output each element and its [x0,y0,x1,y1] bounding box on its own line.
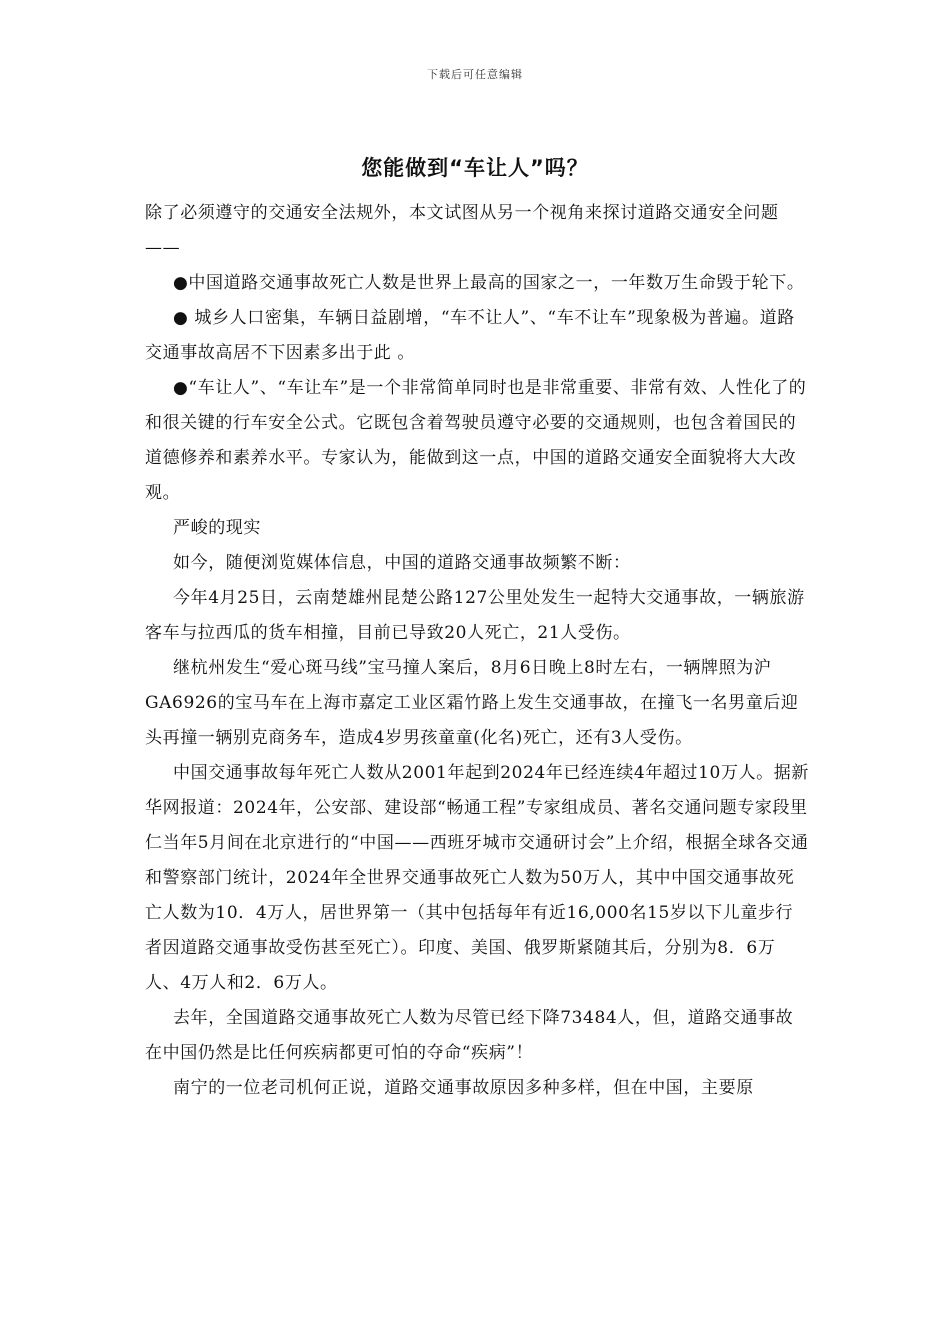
body-paragraph: 继杭州发生“爱心斑马线”宝马撞人案后，8月6日晚上8时左右，一辆牌照为沪GA6926的宝马车在上海市嘉定工业区霜竹路上发生交通事故，在撞飞一名男童后迎头再撞一辆别克商务车，造成4岁男孩童童(化名)死亡，还有3人受伤。 [145,658,799,748]
header-note: 下载后可任意编辑 [427,68,523,81]
article-body [145,196,810,1106]
body-paragraph: 中国交通事故每年死亡人数从2001年起到2024年已经连续4年超过10万人。据新华网报道：2024年，公安部、建设部“畅通工程”专家组成员、著名交通问题专家段里仁当年5月间在北京进行的“中国——西班牙城市交通研讨会”上介绍，根据全球各交通和警察部门统计，2024年全世界交通事故死亡人数为50万人，其中中国交通事故死亡人数为10．4万人，居世界第一（其中包括每年有近16,000名15岁以下儿童步行者因道路交通事故受伤甚至死亡）。印度、美国、俄罗斯紧随其后，分别为8．6万人、4万人和2．6万人。 [145,763,809,993]
body-paragraph: 南宁的一位老司机何正说，道路交通事故原因多种多样，但在中国，主要原 [173,1078,754,1098]
body-paragraph: 今年4月25日，云南楚雄州昆楚公路127公里处发生一起特大交通事故，一辆旅游客车与拉西瓜的货车相撞，目前已导致20人死亡，21人受伤。 [145,588,805,643]
bullet-point-3: ●“车让人”、“车让车”是一个非常简单同时也是非常重要、非常有效、人性化了的和很关键的行车安全公式。它既包含着驾驶员遵守必要的交通规则，也包含着国民的道德修养和素养水平。专家认为，能做到这一点，中国的道路交通安全面貌将大大改观。 [145,378,807,503]
section-heading: 严峻的现实 [173,518,261,538]
article-title: 您能做到“车让人”吗？ [361,156,589,180]
bullet-point-1: ●中国道路交通事故死亡人数是世界上最高的国家之一，一年数万生命毁于轮下。 [173,273,805,293]
bullet-point-2: ● 城乡人口密集，车辆日益剧增，“车不让人”、“车不让车”现象极为普遍。道路交通事故高居不下因素多出于此 。 [145,308,795,363]
body-paragraph: 如今，随便浏览媒体信息，中国的道路交通事故频繁不断： [173,553,631,573]
intro-paragraph: 除了必须遵守的交通安全法规外，本文试图从另一个视角来探讨道路交通安全问题—— [145,203,779,258]
body-paragraph: 去年，全国道路交通事故死亡人数为尽管已经下降73484人，但，道路交通事故在中国仍然是比任何疾病都更可怕的夺命“疾病”！ [145,1008,794,1063]
